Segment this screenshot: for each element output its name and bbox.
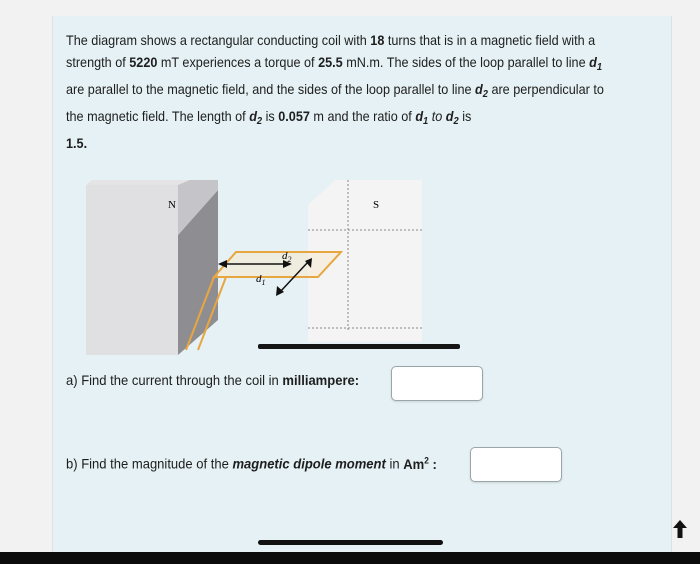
- d1-symbol: $d_1$: [589, 55, 603, 73]
- bottom-strip: [0, 552, 700, 564]
- d2-symbol: $d_2$: [475, 82, 488, 100]
- field-strength-value: 5220: [129, 55, 158, 70]
- d1-symbol: $d_1$: [415, 109, 429, 127]
- d2-symbol: $d_2$: [249, 109, 263, 127]
- north-magnet-front: [86, 185, 178, 355]
- north-label: N: [168, 199, 176, 211]
- south-label: S: [373, 199, 380, 211]
- ratio-value: 1.5.: [66, 136, 88, 151]
- problem-statement: The diagram shows a rectangular conducting coil with 18 turns that is in a magnetic field with a strength of 5220 mT experiences a torque of 25.5 mN.m. The sides of the loop parallel to line $d_1$ are parallel to the magnetic field, and the sides of the loop parallel to line $d_2$ are perpendicular to the magnetic field. The length of $d_2$ is 0.057 m and the ratio of $d_1$ to $d_2$ is 1.5.: [66, 33, 604, 151]
- coil-diagram: [86, 180, 461, 355]
- home-indicator[interactable]: [258, 540, 443, 545]
- current-answer-input[interactable]: [391, 366, 483, 401]
- dipole-moment-answer-input[interactable]: [470, 447, 562, 482]
- question-b: b) Find the magnitude of the magnetic dipole moment in Am$^2$ :: [66, 455, 437, 472]
- ground-bar: [258, 344, 460, 349]
- length-value: 0.057: [278, 109, 310, 124]
- up-arrow-icon[interactable]: [672, 519, 688, 539]
- d2-label: $d_2$: [282, 250, 292, 264]
- d1-label: $d_1$: [256, 273, 266, 287]
- turns-value: 18: [370, 33, 385, 48]
- torque-value: 25.5: [318, 55, 343, 70]
- d2-symbol: $d_2$: [445, 109, 459, 127]
- question-a: a) Find the current through the coil in milliampere:: [66, 372, 360, 388]
